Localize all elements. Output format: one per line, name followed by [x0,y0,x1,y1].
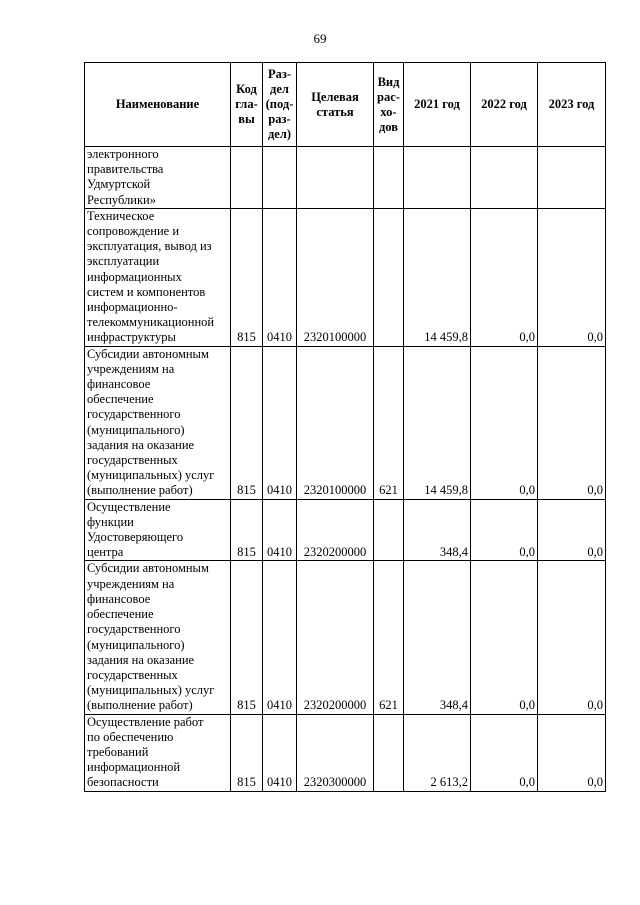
header-vid: Вид рас- хо- дов [374,63,404,147]
row-2023: 0,0 [538,714,606,791]
row-section: 0410 [263,561,297,714]
row-2022: 0,0 [471,208,538,346]
row-target: 2320100000 [297,208,374,346]
page-number: 69 [313,31,327,46]
table-row [85,561,606,714]
budget-table [84,62,606,792]
table-row [85,208,606,346]
row-code: 815 [231,208,263,346]
row-section: 0410 [263,714,297,791]
row-2022: 0,0 [471,561,538,714]
header-code: Код гла- вы [231,63,263,147]
header-target: Целевая статья [297,63,374,147]
row-section: 0410 [263,208,297,346]
table-row [85,147,606,209]
row-vid [374,499,404,561]
row-code: 815 [231,346,263,499]
header-section: Раз- дел (под- раз- дел) [263,63,297,147]
row-target: 2320300000 [297,714,374,791]
row-2023: 0,0 [538,499,606,561]
row-2021: 348,4 [404,561,471,714]
row-2022: 0,0 [471,714,538,791]
table-row [85,499,606,561]
header-2022: 2022 год [471,63,538,147]
row-2023: 0,0 [538,208,606,346]
row-name: электронного правительства Удмуртской Республики» [85,147,231,209]
row-section: 0410 [263,346,297,499]
row-2022 [471,147,538,209]
row-2023: 0,0 [538,346,606,499]
row-2021 [404,147,471,209]
row-2021: 14 459,8 [404,346,471,499]
header-2023: 2023 год [538,63,606,147]
row-name: Субсидии автономным учреждениям на финансовое обеспечение государственного (муниципального) задания на оказание государственных (муниципальных) услуг (выполнение работ) [85,346,231,499]
table-row [85,714,606,791]
row-code [231,147,263,209]
row-target: 2320200000 [297,561,374,714]
row-name: Техническое сопровождение и эксплуатация, вывод из эксплуатации информационных систем и компонентов информационно- телекоммуникационной инфраструктуры [85,208,231,346]
row-name: Осуществление функции Удостоверяющего центра [85,499,231,561]
row-2023: 0,0 [538,561,606,714]
row-2022: 0,0 [471,346,538,499]
row-name: Осуществление работ по обеспечению требований информационной безопасности [85,714,231,791]
row-section [263,147,297,209]
row-target [297,147,374,209]
header-row [85,63,606,147]
row-target: 2320100000 [297,346,374,499]
row-2021: 2 613,2 [404,714,471,791]
row-2021: 14 459,8 [404,208,471,346]
row-vid: 621 [374,561,404,714]
header-name: Наименование [85,63,231,147]
row-code: 815 [231,499,263,561]
row-name: Субсидии автономным учреждениям на финансовое обеспечение государственного (муниципального) задания на оказание государственных (муниципальных) услуг (выполнение работ) [85,561,231,714]
row-vid [374,147,404,209]
row-2021: 348,4 [404,499,471,561]
row-2023 [538,147,606,209]
row-section: 0410 [263,499,297,561]
row-vid [374,208,404,346]
row-code: 815 [231,561,263,714]
row-2022: 0,0 [471,499,538,561]
row-vid [374,714,404,791]
row-code: 815 [231,714,263,791]
table-row [85,346,606,499]
row-vid: 621 [374,346,404,499]
header-2021: 2021 год [404,63,471,147]
row-target: 2320200000 [297,499,374,561]
